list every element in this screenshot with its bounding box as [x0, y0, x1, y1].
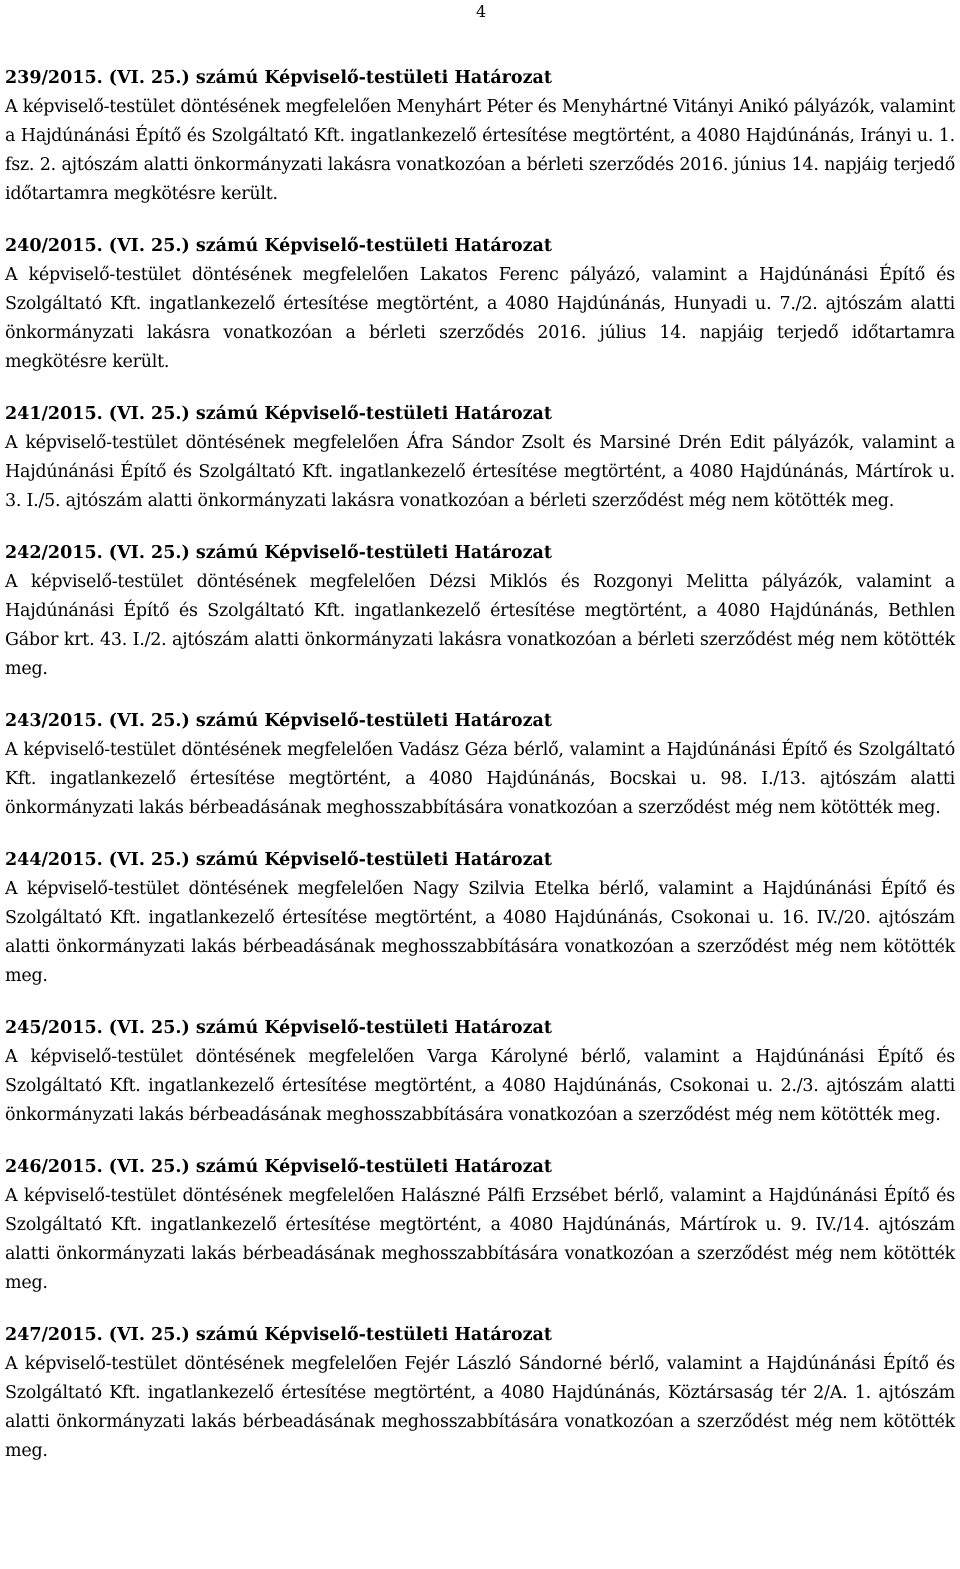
resolution-243: [5, 707, 955, 823]
resolution-body: A képviselő-testület döntésének megfelelően Dézsi Miklós és Rozgonyi Melitta pályázók, valamint a Hajdúnánási Építő és Szolgáltató Kft. ingatlankezelő értesítése megtörtént, a 4080 Hajdúnánás, Bethlen Gábor krt. 43. I./2. ajtószám alatti önkormányzati lakásra vonatkozóan a bérleti szerződést még nem kötötték meg.: [5, 572, 955, 679]
resolution-247: [5, 1321, 955, 1466]
resolution-239: [5, 64, 955, 209]
resolution-body: A képviselő-testület döntésének megfelelően Varga Károlyné bérlő, valamint a Hajdúnánási Építő és Szolgáltató Kft. ingatlankezelő értesítése megtörtént, a 4080 Hajdúnánás, Csokonai u. 2./3. ajtószám alatti önkormányzati lakás bérbeadásának meghosszabbítására vonatkozóan a szerződést még nem kötötték meg.: [5, 1047, 955, 1125]
resolution-body: A képviselő-testület döntésének megfelelően Vadász Géza bérlő, valamint a Hajdúnánási Építő és Szolgáltató Kft. ingatlankezelő értesítése megtörtént, a 4080 Hajdúnánás, Bocskai u. 98. I./13. ajtószám alatti önkormányzati lakás bérbeadásának meghosszabbítására vonatkozóan a szerződést még nem kötötték meg.: [5, 740, 955, 818]
resolution-title: 243/2015. (VI. 25.) számú Képviselő-testületi Határozat: [5, 711, 552, 731]
resolution-245: [5, 1014, 955, 1130]
page-number: 4: [476, 2, 487, 21]
resolution-242: [5, 539, 955, 684]
resolution-title: 244/2015. (VI. 25.) számú Képviselő-testületi Határozat: [5, 850, 552, 870]
resolution-title: 242/2015. (VI. 25.) számú Képviselő-testületi Határozat: [5, 543, 552, 563]
document-body: [5, 64, 955, 1489]
resolution-title: 246/2015. (VI. 25.) számú Képviselő-testületi Határozat: [5, 1157, 552, 1177]
resolution-246: [5, 1153, 955, 1298]
resolution-title: 240/2015. (VI. 25.) számú Képviselő-testületi Határozat: [5, 236, 552, 256]
resolution-244: [5, 846, 955, 991]
resolution-body: A képviselő-testület döntésének megfelelően Halászné Pálfi Erzsébet bérlő, valamint a Hajdúnánási Építő és Szolgáltató Kft. ingatlankezelő értesítése megtörtént, a 4080 Hajdúnánás, Mártírok u. 9. IV./14. ajtószám alatti önkormányzati lakás bérbeadásának meghosszabbítására vonatkozóan a szerződést még nem kötötték meg.: [5, 1186, 955, 1293]
resolution-240: [5, 232, 955, 377]
resolution-title: 239/2015. (VI. 25.) számú Képviselő-testületi Határozat: [5, 68, 552, 88]
resolution-241: [5, 400, 955, 516]
resolution-body: A képviselő-testület döntésének megfelelően Áfra Sándor Zsolt és Marsiné Drén Edit pályázók, valamint a Hajdúnánási Építő és Szolgáltató Kft. ingatlankezelő értesítése megtörtént, a 4080 Hajdúnánás, Mártírok u. 3. I./5. ajtószám alatti önkormányzati lakásra vonatkozóan a bérleti szerződést még nem kötötték meg.: [5, 433, 955, 511]
resolution-body: A képviselő-testület döntésének megfelelően Menyhárt Péter és Menyhártné Vitányi Anikó pályázók, valamint a Hajdúnánási Építő és Szolgáltató Kft. ingatlankezelő értesítése megtörtént, a 4080 Hajdúnánás, Irányi u. 1. fsz. 2. ajtószám alatti önkormányzati lakásra vonatkozóan a bérleti szerződés 2016. június 14. napjáig terjedő időtartamra megkötésre került.: [5, 97, 955, 204]
resolution-title: 245/2015. (VI. 25.) számú Képviselő-testületi Határozat: [5, 1018, 552, 1038]
resolution-body: A képviselő-testület döntésének megfelelően Nagy Szilvia Etelka bérlő, valamint a Hajdúnánási Építő és Szolgáltató Kft. ingatlankezelő értesítése megtörtént, a 4080 Hajdúnánás, Csokonai u. 16. IV./20. ajtószám alatti önkormányzati lakás bérbeadásának meghosszabbítására vonatkozóan a szerződést még nem kötötték meg.: [5, 879, 955, 986]
resolution-title: 247/2015. (VI. 25.) számú Képviselő-testületi Határozat: [5, 1325, 552, 1345]
resolution-title: 241/2015. (VI. 25.) számú Képviselő-testületi Határozat: [5, 404, 552, 424]
resolution-body: A képviselő-testület döntésének megfelelően Fejér László Sándorné bérlő, valamint a Hajdúnánási Építő és Szolgáltató Kft. ingatlankezelő értesítése megtörtént, a 4080 Hajdúnánás, Köztársaság tér 2/A. 1. ajtószám alatti önkormányzati lakás bérbeadásának meghosszabbítására vonatkozóan a szerződést még nem kötötték meg.: [5, 1354, 955, 1461]
resolution-body: A képviselő-testület döntésének megfelelően Lakatos Ferenc pályázó, valamint a Hajdúnánási Építő és Szolgáltató Kft. ingatlankezelő értesítése megtörtént, a 4080 Hajdúnánás, Hunyadi u. 7./2. ajtószám alatti önkormányzati lakásra vonatkozóan a bérleti szerződés 2016. július 14. napjáig terjedő időtartamra megkötésre került.: [5, 265, 955, 372]
